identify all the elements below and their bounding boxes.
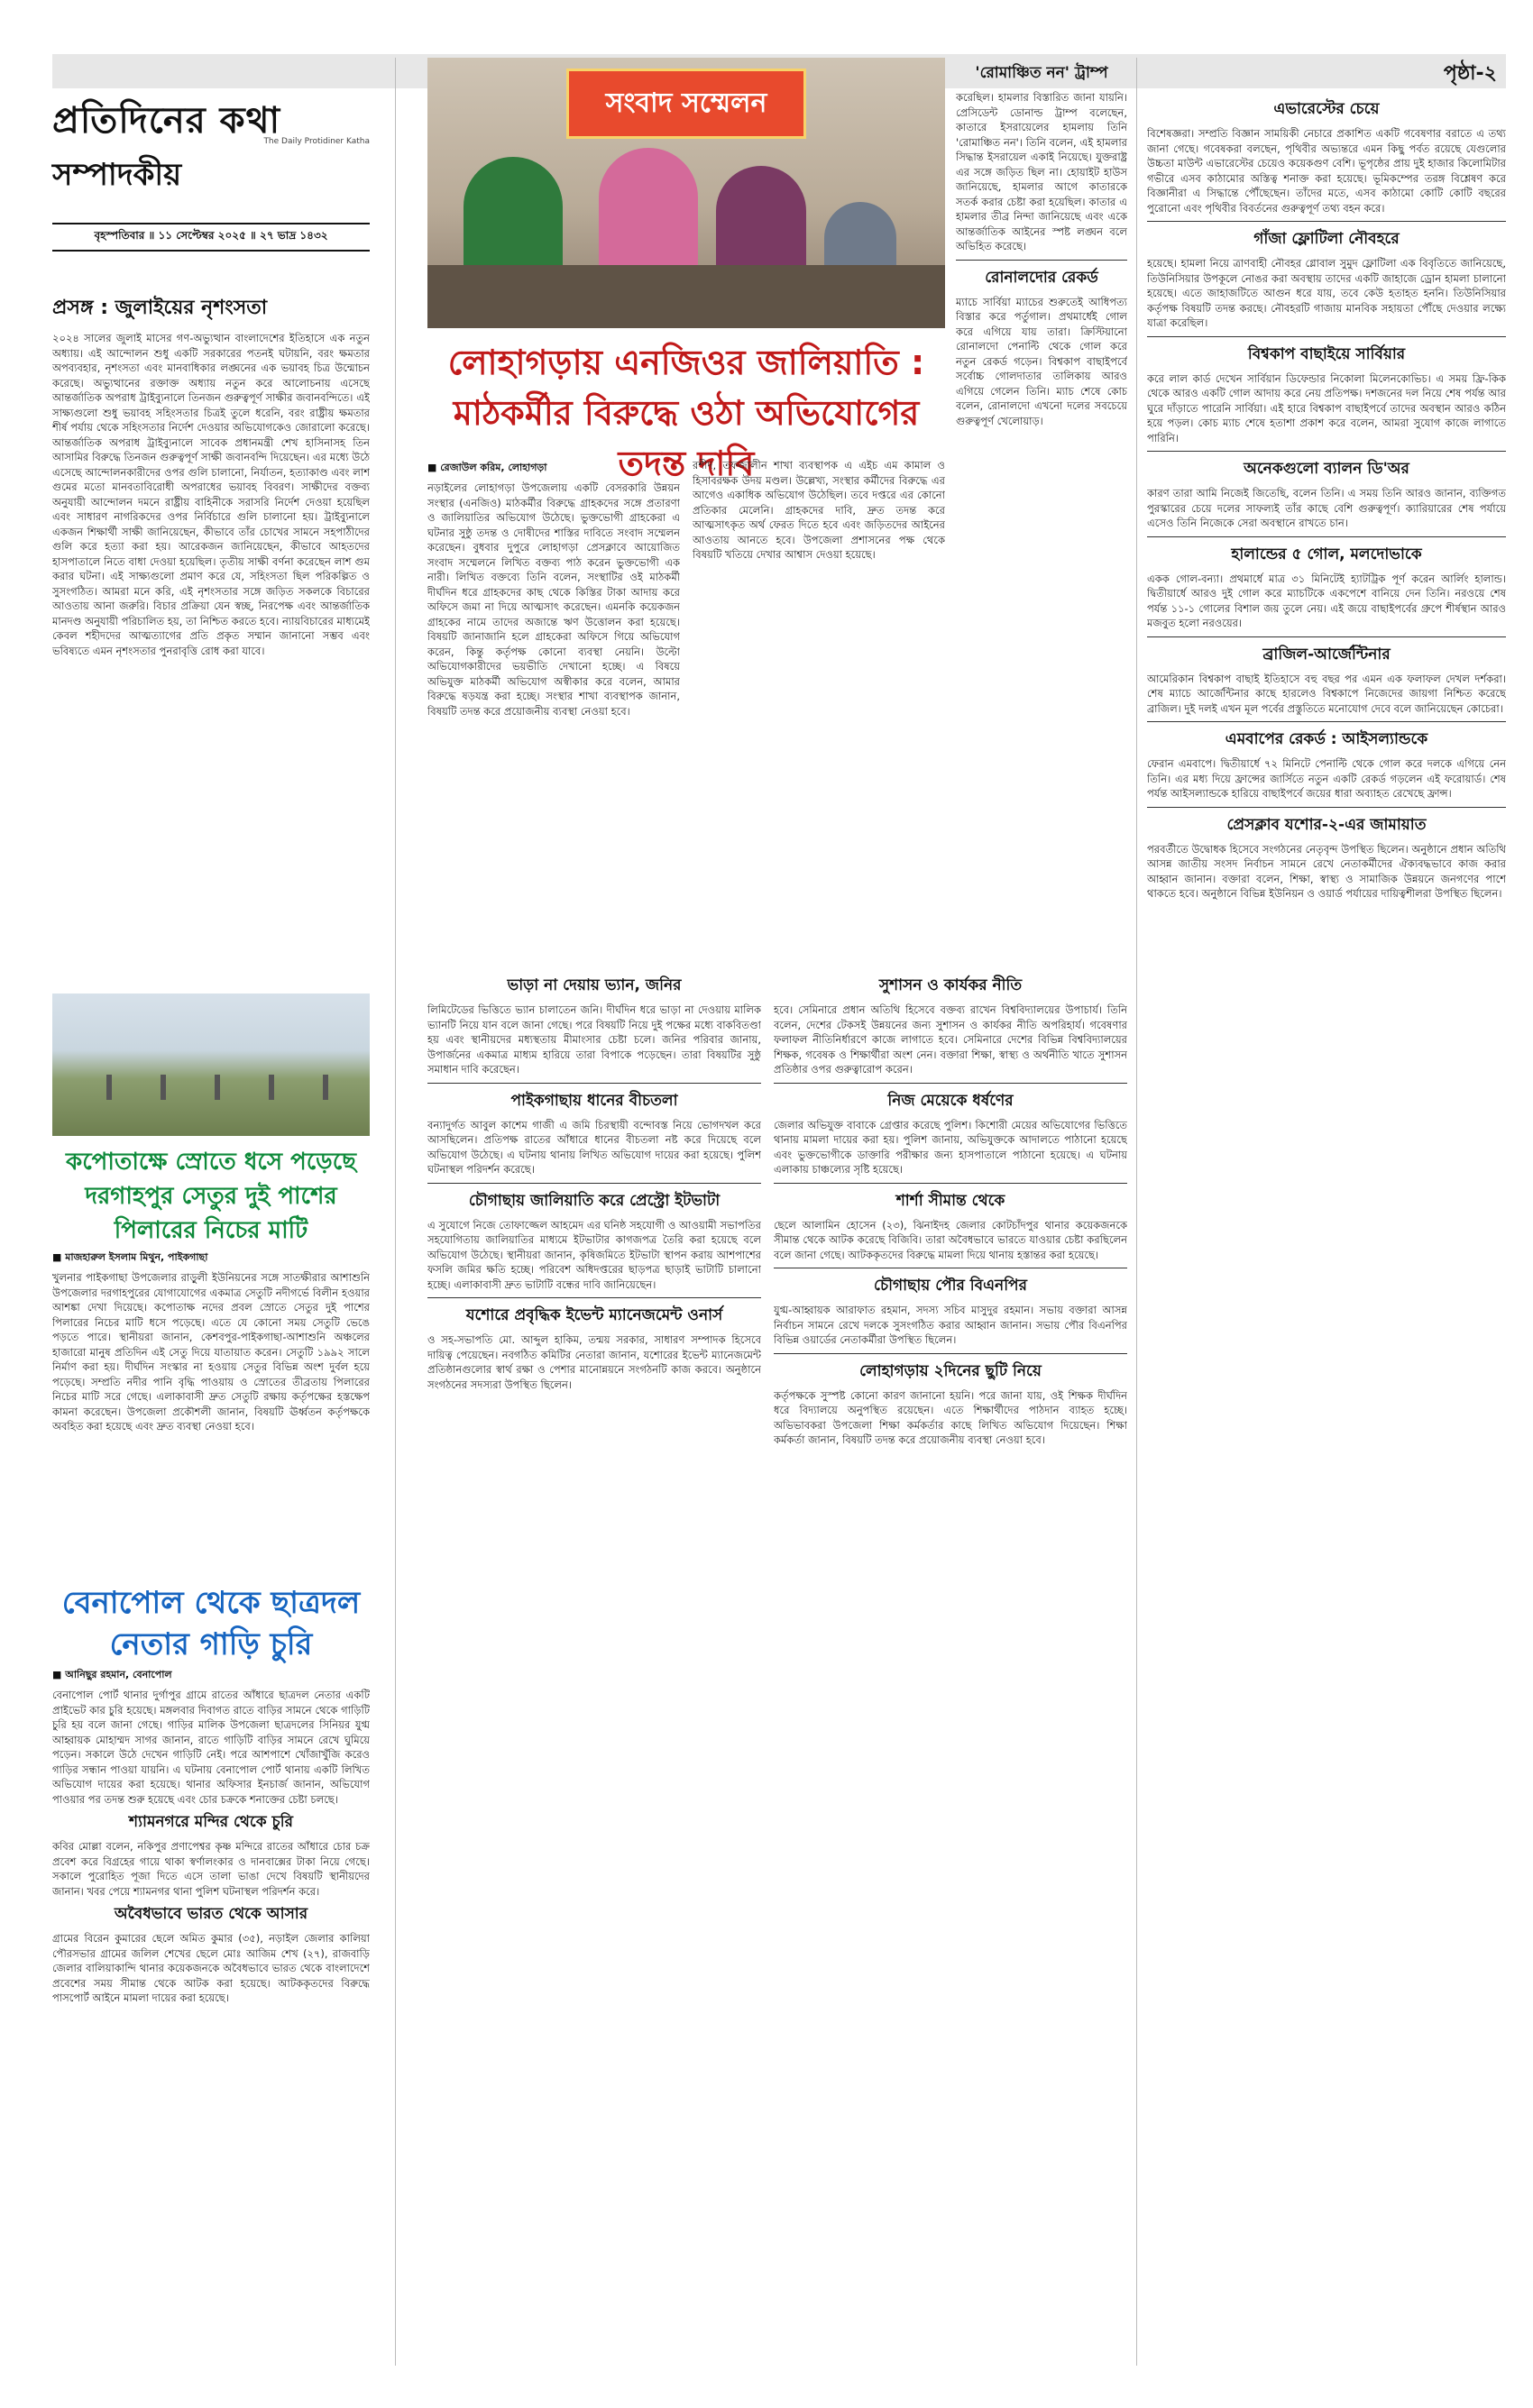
ganja-heading: গাঁজা ফ্লোটিলা নৌবহরে bbox=[1253, 230, 1400, 248]
chougachha-bnp-heading: চৌগাছায় পৌর বিএনপির bbox=[874, 1277, 1027, 1295]
kapotaksha-body: খুলনার পাইকগাছা উপজেলার রাড়ুলী ইউনিয়নের সঙ্গে সাতক্ষীরার আশাশুনি উপজেলার দরগাহপুরের যোগাযোগের একমাত্র সেতুটি নদীগর্ভে বিলীন হওয়ার আশঙ্কা দেখা দিয়েছে। কপোতাক্ষ নদের প্রবল স্রোতে সেতুর দুই পাশের পিলারের নিচের মাটি ধসে পড়েছে। এতে যে কোনো সময় সেতুটি ভেঙে পড়তে পারে। স্থানীয়রা জানান, কেশবপুর-পাইকগাছা-আশাশুনি অঞ্চলের হাজারো মানুষ প্রতিদিন এই সেতু দিয়ে যাতায়াত করেন। সেতুটি ১৯৯২ সালে নির্মাণ করা হয়। দীর্ঘদিন সংস্কার না হওয়ায় সেতুর বিভিন্ন অংশ দুর্বল হয়ে পড়েছে। সম্প্রতি নদীর পানি বৃদ্ধি পাওয়ায় ও স্রোতের তীব্রতায় পিলারের নিচের মাটি সরে গেছে। এলাকাবাসী দ্রুত সেতুটি রক্ষায় কর্তৃপক্ষের হস্তক্ষেপ কামনা করেছেন। উপজেলা প্রকৌশলী জানান, বিষয়টি ঊর্ধ্বতন কর্তৃপক্ষকে অবহিত করা হয়েছে এবং দ্রুত ব্যবস্থা নেওয়া হবে। bbox=[52, 1271, 370, 1433]
sharsha-body: ছেলে আলামিন হোসেন (২৩), ঝিনাইদহ জেলার কোটচাঁদপুর থানার কয়েকজনকে সীমান্ত থেকে আটক করেছে বিজিবি। তারা অবৈধভাবে ভারতে যাওয়ার চেষ্টা করছিলেন বলে জানা গেছে। আটককৃতদের বিরুদ্ধে মামলা দিয়ে থানায় হস্তান্তর করা হয়েছে। bbox=[774, 1218, 1127, 1261]
benapole-article bbox=[52, 1582, 370, 2376]
prostuti-heading: প্রেসক্লাব যশোর-২-এর জামায়াত bbox=[1226, 815, 1427, 834]
serbia-body: করে লাল কার্ড দেখেন সার্বিয়ান ডিফেন্ডার নিকোলা মিলেনকোভিচ। এ সময় ফ্রি-কিক থেকে আরও একটি গোল আদায় করে নেয় প্রতিপক্ষ। দশজনের দল নিয়ে শেষ পর্যন্ত আর ঘুরে দাঁড়াতে পারেনি সার্বিয়া। এই হারে বিশ্বকাপ বাছাইপর্বে তাদের অবস্থান আরও কঠিন হয়ে পড়ল। কোচ ম্যাচ শেষে হতাশা প্রকাশ করে বলেন, আমরা সুযোগ কাজে লাগাতে পারিনি। bbox=[1147, 371, 1506, 444]
press-conference-photo bbox=[427, 58, 945, 328]
lohagara-article bbox=[427, 458, 680, 963]
masthead-title: প্রতিদিনের কথা bbox=[52, 99, 281, 142]
bridge-photo bbox=[52, 993, 370, 1136]
brazil-body: আমেরিকান বিশ্বকাপ বাছাই ইতিহাসে বহু বছর পর এমন এক ফলাফল দেখল দর্শকরা। শেষ ম্যাচে আর্জেন্টিনার কাছে হারলেও বিশ্বকাপে নিজেদের জায়গা নিশ্চিত করেছে ব্রাজিল। দুই দলই এখন মূল পর্বের প্রস্তুতিতে মনোযোগ দেবে বলে জানিয়েছেন কোচেরা। bbox=[1147, 672, 1506, 715]
press-banner: সংবাদ সম্মেলন bbox=[566, 69, 806, 139]
bhara-body: লিমিটেডের ভিত্তিতে ভ্যান চালাতেন জনি। দীর্ঘদিন ধরে ভাড়া না দেওয়ায় মালিক ভ্যানটি নিয়ে যান বলে জানা গেছে। পরে বিষয়টি নিয়ে দুই পক্ষের মধ্যে বাকবিতণ্ডা হয় এবং স্থানীয়দের মধ্যস্থতায় মীমাংসার চেষ্টা চলে। জনির পরিবার জানায়, উপার্জনের একমাত্র মাধ্যম হারিয়ে তারা বিপাকে পড়েছেন। তারা বিষয়টির সুষ্ঠু সমাধান দাবি করেছেন। bbox=[427, 1003, 761, 1076]
lohagara-chhuti-body: কর্তৃপক্ষকে সুস্পষ্ট কোনো কারণ জানানো হয়নি। পরে জানা যায়, ওই শিক্ষক দীর্ঘদিন ধরে বিদ্যালয়ে অনুপস্থিত রয়েছেন। এতে শিক্ষার্থীদের পাঠদান ব্যাহত হচ্ছে। অভিভাবকরা উপজেলা শিক্ষা কর্মকর্তার কাছে লিখিত অভিযোগ দিয়েছেন। শিক্ষা কর্মকর্তা জানান, বিষয়টি তদন্ত করে প্রয়োজনীয় ব্যবস্থা নেওয়া হবে। bbox=[774, 1388, 1127, 1446]
middle-left-column bbox=[427, 970, 761, 2376]
kapotaksha-headline: কপোতাক্ষে স্রোতে ধসে পড়েছে দরগাহপুর সেতুর দুই পাশের পিলারের নিচের মাটি bbox=[66, 1149, 356, 1244]
editorial-heading: প্রসঙ্গ : জুলাইয়ের নৃশংসতা bbox=[52, 297, 268, 319]
jashore-heading: যশোরে প্রবৃদ্ধিক ইভেন্ট ম্যানেজমেন্ট ওনার্স bbox=[465, 1306, 723, 1324]
prostuti-body: পরবর্তীতে উদ্বোধক হিসেবে সংগঠনের নেতৃবৃন্দ উপস্থিত ছিলেন। অনুষ্ঠানে প্রধান অতিথি আসন্ন জাতীয় সংসদ নির্বাচন সামনে রেখে নেতাকর্মীদের ঐক্যবদ্ধভাবে কাজ করার আহ্বান জানান। বক্তারা বলেন, শিক্ষা, স্বাস্থ্য ও সামাজিক উন্নয়নে জনগণের পাশে থাকতে হবে। অনুষ্ঠানে বিভিন্ন ইউনিয়ন ও ওয়ার্ড পর্যায়ের দায়িত্বশীলরা উপস্থিত ছিলেন। bbox=[1147, 842, 1506, 900]
lohagara-headline: লোহাগড়ায় এনজিওর জালিয়াতি : মাঠকর্মীর বিরুদ্ধে ওঠা অভিযোগের তদন্ত দাবি bbox=[447, 343, 925, 483]
nij-heading: নিজ মেয়েকে ধর্ষণের bbox=[887, 1091, 1014, 1110]
ballon-body: কারণ তারা আমি নিজেই জিতেছি, বলেন তিনি। এ সময় তিনি আরও জানান, ব্যক্তিগত পুরস্কারের চেয়ে দলের সাফল্যই তাঁর কাছে বেশি গুরুত্বপূর্ণ। ক্যারিয়ারের শেষ পর্যায়ে এসেও তিনি নিজেকে সেরা অবস্থানে রাখতে চান। bbox=[1147, 487, 1506, 529]
benapole-sub2-heading: অবৈধভাবে ভারত থেকে আসার bbox=[114, 1905, 308, 1923]
lohagara-body: নড়াইলের লোহাগড়া উপজেলায় একটি বেসরকারি উন্নয়ন সংস্থার (এনজিও) মাঠকর্মীর বিরুদ্ধে গ্রাহকদের সঙ্গে প্রতারণা ও জালিয়াতির অভিযোগ উঠেছে। ভুক্তভোগী গ্রাহকেরা এ ঘটনার সুষ্ঠু তদন্ত ও দোষীদের শাস্তির দাবিতে সংবাদ সম্মেলন করেছেন। বুধবার দুপুরে লোহাগড়া প্রেসক্লাবে আয়োজিত সংবাদ সম্মেলনে লিখিত বক্তব্য পাঠ করেন ভুক্তভোগী এক নারী। লিখিত বক্তব্যে তিনি বলেন, সংস্থাটির ওই মাঠকর্মী দীর্ঘদিন ধরে গ্রাহকদের কাছ থেকে কিস্তির টাকা আদায় করে অফিসে জমা না দিয়ে আত্মসাৎ করেছেন। এমনকি কয়েকজন গ্রাহকের নামে তাদের অজান্তে ঋণ উত্তোলন করা হয়েছে। বিষয়টি জানাজানি হলে গ্রাহকেরা অফিসে গিয়ে অভিযোগ করেন, কিন্তু কর্তৃপক্ষ কোনো ব্যবস্থা নেয়নি। উল্টো অভিযোগকারীদের ভয়ভীতি দেখানো হচ্ছে। এ বিষয়ে অভিযুক্ত মাঠকর্মী অভিযোগ অস্বীকার করে বলেন, আমার বিরুদ্ধে ষড়যন্ত্র করা হচ্ছে। সংস্থার শাখা ব্যবস্থাপক জানান, বিষয়টি তদন্ত করে প্রয়োজনীয় ব্যবস্থা নেওয়া হবে। bbox=[427, 481, 680, 718]
mbappe-body: ফেরান এমবাপে। দ্বিতীয়ার্ধে ৭২ মিনিটে পেনাল্টি থেকে গোল করে দলকে এগিয়ে নেন তিনি। এর মধ্য দিয়ে ফ্রান্সের জার্সিতে নতুন একটি রেকর্ড গড়লেন এই ফরোয়ার্ড। শেষ পর্যন্ত আইসল্যান্ডকে হারিয়ে বাছাইপর্বে জয়ের ধারা অব্যাহত রেখেছে ফ্রান্স। bbox=[1147, 757, 1506, 800]
sharsha-heading: শার্শা সীমান্ত থেকে bbox=[895, 1191, 1005, 1210]
haaland-body: একক গোল-বন্যা। প্রথমার্ধে মাত্র ৩১ মিনিটেই হ্যাটট্রিক পূর্ণ করেন আর্লিং হালান্ড। দ্বিতীয়ার্ধে আরও দুই গোল করে ম্যাচটিকে একপেশে বানিয়ে দেন তিনি। নরওয়ে শেষ পর্যন্ত ১১-১ গোলের বিশাল জয় তুলে নেয়। এই জয়ে বাছাইপর্বের গ্রুপে শীর্ষস্থান আরও মজবুত হলো নরওয়ের। bbox=[1147, 572, 1506, 629]
paikgachha-heading: পাইকগাছায় ধানের বীচতলা bbox=[510, 1091, 678, 1110]
page-number: পৃষ্ঠা-২ bbox=[1443, 62, 1497, 85]
ronaldo-body: ম্যাচে সার্বিয়া ম্যাচের শুরুতেই আধিপত্য বিস্তার করে পর্তুগাল। প্রথমার্ধেই গোল করে এগিয়ে যায় তারা। ক্রিস্টিয়ানো রোনালদো পেনাল্টি থেকে গোল করে নতুন রেকর্ড গড়েন। বিশ্বকাপ বাছাইপর্বে সর্বোচ্চ গোলদাতার তালিকায় আরও এগিয়ে গেলেন তিনি। ম্যাচ শেষে কোচ বলেন, রোনালদো এখনো দলের সবচেয়ে গুরুত্বপূর্ণ খেলোয়াড়। bbox=[956, 295, 1127, 427]
nij-body: জেলার অভিযুক্ত বাবাকে গ্রেপ্তার করেছে পুলিশ। কিশোরী মেয়ের অভিযোগের ভিত্তিতে থানায় মামলা দায়ের করা হয়। পুলিশ জানায়, অভিযুক্তকে আদালতে পাঠানো হয়েছে এবং ভুক্তভোগীকে ডাক্তারি পরীক্ষার জন্য হাসপাতালে পাঠানো হয়েছে। এ ঘটনায় এলাকায় চাঞ্চল্যের সৃষ্টি হয়েছে। bbox=[774, 1118, 1127, 1176]
masthead bbox=[52, 101, 370, 272]
column-divider bbox=[395, 58, 396, 2366]
trump-body: করেছিল। হামলার বিস্তারিত জানা যায়নি। প্রেসিডেন্ট ডোনাল্ড ট্রাম্প বলেছেন, কাতারে ইসরায়েলের হামলায় তিনি 'রোমাঞ্চিত নন'। তিনি বলেন, এই হামলার সিদ্ধান্ত ইসরায়েল একাই নিয়েছে। যুক্তরাষ্ট্র এর সঙ্গে জড়িত ছিল না। হোয়াইট হাউস জানিয়েছে, হামলার আগে কাতারকে সতর্ক করার চেষ্টা করা হয়েছিল। কাতার এ হামলার তীব্র নিন্দা জানিয়েছে এবং একে আন্তর্জাতিক আইনের স্পষ্ট লঙ্ঘন বলে অভিহিত করেছে। bbox=[956, 91, 1127, 252]
trump-heading: 'রোমাঞ্চিত নন' ট্রাম্প bbox=[975, 64, 1108, 82]
benapole-headline: বেনাপোল থেকে ছাত্রদল নেতার গাড়ি চুরি bbox=[61, 1585, 361, 1662]
section-title: সম্পাদকীয় bbox=[52, 157, 182, 193]
brazil-heading: ব্রাজিল-আর্জেন্টিনার bbox=[1262, 645, 1391, 664]
editorial-body: ২০২৪ সালের জুলাই মাসের গণ-অভ্যুত্থান বাংলাদেশের ইতিহাসে এক নতুন অধ্যায়। এই আন্দোলন শুধু একটি সরকারের পতনই ঘটায়নি, বরং ক্ষমতার অপব্যবহার, নৃশংসতা এবং মানবাধিকার লঙ্ঘনের এক ভয়াবহ চিত্র উন্মোচন করেছে। অভ্যুত্থানের রক্তাক্ত অধ্যায় নতুন করে আলোচনায় এসেছে আন্তর্জাতিক অপরাধ ট্রাইব্যুনালে তিনজন গুরুত্বপূর্ণ সাক্ষীর জবানবন্দিতে। এই সাক্ষ্যগুলো শুধু ভয়াবহ সহিংসতার চিত্রই তুলে ধরেনি, বরং রাষ্ট্রীয় ক্ষমতার শীর্ষ পর্যায় থেকে সহিংসতার নির্দেশ দেওয়ার অভিযোগকেও জোরালো করেছে। আন্তর্জাতিক অপরাধ ট্রাইব্যুনালে সাবেক প্রধানমন্ত্রী শেখ হাসিনাসহ তিন আসামির বিরুদ্ধে তিনজন গুরুত্বপূর্ণ সাক্ষী জবানবন্দি দিয়েছেন। এর মধ্যে উঠে এসেছে আন্দোলনকারীদের ওপর গুলি চালানো, নির্যাতন, হত্যাকাণ্ড এবং লাশ গুমের মতো মানবতাবিরোধী অপরাধের ভয়াবহ বিবরণ। সাক্ষীদের বক্তব্য অনুযায়ী আন্দোলন দমনে রাষ্ট্রীয় বাহিনীকে সরাসরি নির্দেশ দেওয়া হয়েছিল এবং সাধারণ নাগরিকদের ওপর নির্বিচারে গুলি চালানো হয়। ট্রাইব্যুনালে একজন শিক্ষার্থী সাক্ষী জানিয়েছেন, কীভাবে তাঁর চোখের সামনে সহপাঠীদের গুলি করে হত্যা করা হয়। আরেকজন জানিয়েছেন, কীভাবে আহতদের হাসপাতালে নিতে বাধা দেওয়া হয়েছিল। তৃতীয় সাক্ষী বর্ণনা করেছেন লাশ গুম করার ঘটনা। এই সাক্ষ্যগুলো প্রমাণ করে যে, সহিংসতা ছিল পরিকল্পিত ও সুসংগঠিত। আমরা মনে করি, এই নৃশংসতার সঙ্গে জড়িত সকলকে বিচারের আওতায় আনা জরুরি। বিচার প্রক্রিয়া যেন স্বচ্ছ, নিরপেক্ষ এবং আন্তর্জাতিক মানদণ্ড অনুযায়ী পরিচালিত হয়, তা নিশ্চিত করতে হবে। ন্যায়বিচারের মাধ্যমেই কেবল শহীদদের আত্মত্যাগের প্রতি প্রকৃত সম্মান জানানো সম্ভব এবং ভবিষ্যতে এমন নৃশংসতার পুনরাবৃত্তি রোধ করা যাবে। bbox=[52, 332, 370, 657]
masthead-subtitle: The Daily Protidiner Katha bbox=[263, 137, 370, 146]
sushason-heading: সুশাসন ও কার্যকর নীতি bbox=[878, 976, 1023, 994]
right-column bbox=[1147, 94, 1506, 2375]
sushason-body: হবে। সেমিনারে প্রধান অতিথি হিসেবে বক্তব্য রাখেন বিশ্ববিদ্যালয়ের উপাচার্য। তিনি বলেন, দেশের টেকসই উন্নয়নের জন্য সুশাসন ও কার্যকর নীতি অপরিহার্য। গবেষণার ফলাফল নীতিনির্ধারণে কাজে লাগাতে হবে। সেমিনারে দেশের বিভিন্ন বিশ্ববিদ্যালয়ের শিক্ষক, গবেষক ও শিক্ষার্থীরা অংশ নেন। বক্তারা শিক্ষা, স্বাস্থ্য ও অর্থনীতি খাতে সুশাসন প্রতিষ্ঠার ওপর গুরুত্বারোপ করেন। bbox=[774, 1003, 1127, 1076]
chougachha-bnp-body: যুগ্ম-আহ্বায়ক আরাফাত রহমান, সদস্য সচিব মাসুদুর রহমান। সভায় বক্তারা আসন্ন নির্বাচন সামনে রেখে দলকে সুসংগঠিত করার আহ্বান জানান। সভায় পৌর বিএনপির বিভিন্ন ওয়ার্ডের নেতাকর্মীরা উপস্থিত ছিলেন। bbox=[774, 1304, 1127, 1346]
lohagara-article-continued bbox=[693, 458, 945, 963]
benapole-byline: ■ আনিছুর রহমান, বেনাপোল bbox=[52, 1669, 172, 1680]
paikgachha-body: বন্যাদুর্গত আবুল কাশেম গাজী এ জমি চিরস্থায়ী বন্দোবস্ত নিয়ে ভোগদখল করে আসছিলেন। প্রতিপক্ষ রাতের আঁধারে ধানের বীচতলা নষ্ট করে দিয়েছে বলে অভিযোগ উঠেছে। এ ঘটনায় থানায় লিখিত অভিযোগ দায়ের করা হয়েছে। পুলিশ ঘটনাস্থল পরিদর্শন করেছে। bbox=[427, 1118, 761, 1176]
benapole-sub1-heading: শ্যামনগরে মন্দির থেকে চুরি bbox=[129, 1813, 293, 1831]
haaland-heading: হালান্ডের ৫ গোল, মলদোভাকে bbox=[1231, 545, 1422, 563]
mbappe-heading: এমবাপের রেকর্ড : আইসল্যান্ডকে bbox=[1225, 730, 1428, 748]
date-line: বৃহস্পতিবার ॥ ১১ সেপ্টেম্বর ২০২৫ ॥ ২৭ ভাদ্র ১৪৩২ bbox=[52, 223, 370, 252]
ronaldo-heading: রোনালদোর রেকর্ড bbox=[985, 268, 1098, 287]
ganja-body: হয়েছে। হামলা নিয়ে ত্রাণবাহী নৌবহর গ্লোবাল সুমুদ ফ্লোটিলা এক বিবৃতিতে জানিয়েছে, তিউনিসিয়ার উপকূলে নোঙর করা অবস্থায় তাদের একটি জাহাজে ড্রোন হামলা চালানো হয়েছে। এতে জাহাজটিতে আগুন ধরে যায়, তবে কেউ হতাহত হননি। তিউনিসিয়ার কর্তৃপক্ষ বিষয়টি তদন্ত করছে। নৌবহরটি গাজায় মানবিক সহায়তা পৌঁছে দেওয়ার লক্ষ্যে যাত্রা করেছিল। bbox=[1147, 257, 1506, 329]
ballon-heading: অনেকগুলো ব্যালন ডি'অর bbox=[1244, 460, 1409, 478]
kapotaksha-byline: ■ মাজহারুল ইসলাম মিথুন, পাইকগাছা bbox=[52, 1251, 208, 1263]
lohagara-body-continued: রশীদ, তফজালীন শাখা ব্যবস্থাপক এ এইচ এম কামাল ও হিসাবরক্ষক উদয় মণ্ডল। উল্লেখ্য, সংস্থার কর্মীদের বিরুদ্ধে এর আগেও একাধিক অভিযোগ উঠেছিল। তবে দপ্তরে এর কোনো প্রতিকার মেলেনি। গ্রাহকদের দাবি, দ্রুত তদন্ত করে আত্মসাৎকৃত অর্থ ফেরত দিতে হবে এবং জড়িতদের আইনের আওতায় আনতে হবে। উপজেলা প্রশাসনের পক্ষ থেকে বিষয়টি খতিয়ে দেখার আশ্বাস দেওয়া হয়েছে। bbox=[693, 459, 945, 561]
middle-right-column bbox=[956, 58, 1127, 959]
serbia-heading: বিশ্বকাপ বাছাইয়ে সার্বিয়ার bbox=[1247, 344, 1406, 363]
lohagara-chhuti-heading: লোহাগড়ায় ২দিনের ছুটি নিয়ে bbox=[859, 1361, 1042, 1380]
benapole-sub2-body: গ্রামের বিরেন কুমারের ছেলে অমিত কুমার (৩৫), নড়াইল জেলার কালিয়া পৌরসভার গ্রামের জলিল শেখের ছেলে মোঃ আজিম শেখ (২৭), রাজবাড়ি জেলার বালিয়াকান্দি থানার কয়েকজনকে অবৈধভাবে ভারত থেকে বাংলাদেশে প্রবেশের সময় সীমান্ত থেকে আটক করা হয়েছে। আটককৃতদের বিরুদ্ধে পাসপোর্ট আইনে মামলা দায়ের করা হয়েছে। bbox=[52, 1932, 370, 2004]
benapole-sub1-body: কবির মোল্লা বলেন, নকিপুর প্রণাপেশ্বর কৃষ্ণ মন্দিরে রাতের আঁধারে চোর চক্র প্রবেশ করে বিগ্রহের গায়ে থাকা স্বর্ণালংকার ও দানবাক্সের টাকা নিয়ে গেছে। সকালে পুরোহিত পূজা দিতে এসে তালা ভাঙা দেখে বিষয়টি স্থানীয়দের জানান। খবর পেয়ে শ্যামনগর থানা পুলিশ ঘটনাস্থল পরিদর্শন করে। bbox=[52, 1840, 370, 1898]
jashore-body: ও সহ-সভাপতি মো. আব্দুল হাকিম, তন্ময় সরকার, সাধারণ সম্পাদক হিসেবে দায়িত্ব পেয়েছেন। নবগঠিত কমিটির নেতারা জানান, যশোরের ইভেন্ট ম্যানেজমেন্ট প্রতিষ্ঠানগুলোর স্বার্থ রক্ষা ও পেশার মানোন্নয়নে সংগঠনটি কাজ করবে। অনুষ্ঠানে সংগঠনের সদস্যরা উপস্থিত ছিলেন। bbox=[427, 1333, 761, 1391]
everest-heading: এভারেস্টের চেয়ে bbox=[1273, 100, 1380, 118]
lower-middle-right-column bbox=[774, 970, 1127, 2376]
everest-body: বিশেষজ্ঞরা। সম্প্রতি বিজ্ঞান সাময়িকী নেচারে প্রকাশিত একটি গবেষণার বরাতে এ তথ্য জানা গেছে। গবেষকরা বলছেন, পৃথিবীর অভ্যন্তরে এমন কিছু পর্বত রয়েছে যেগুলোর উচ্চতা মাউন্ট এভারেস্টের চেয়েও কয়েকগুণ বেশি। ভূপৃষ্ঠের প্রায় দুই হাজার কিলোমিটার গভীরে এসব কাঠামোর অস্তিত্ব শনাক্ত করা হয়েছে। ভূমিকম্পের তরঙ্গ বিশ্লেষণ করে বিজ্ঞানীরা এ সিদ্ধান্তে পৌঁছেছেন। তাঁদের মতে, এসব কাঠামো কোটি কোটি বছরের পুরোনো এবং পৃথিবীর বিবর্তনের গুরুত্বপূর্ণ তথ্য বহন করে। bbox=[1147, 127, 1506, 215]
kapotaksha-article bbox=[52, 1145, 370, 1578]
column-divider bbox=[1136, 58, 1137, 2366]
bhara-heading: ভাড়া না দেয়ায় ভ্যান, জনির bbox=[507, 976, 682, 994]
lohagara-byline: ■ রেজাউল করিম, লোহাগড়া bbox=[427, 462, 547, 473]
chougachha-heading: চৌগাছায় জালিয়াতি করে প্রেস্ট্রো ইটভাটা bbox=[468, 1191, 721, 1210]
editorial-article bbox=[52, 287, 370, 981]
chougachha-body: এ সুযোগে নিজে তোফাজ্জেল আহমেদ এর ঘনিষ্ঠ সহযোগী ও আওয়ামী সভাপতির সহযোগিতায় জালিয়াতির মাধ্যমে ইটভাটার কাগজপত্র তৈরি করা হয়েছে বলে অভিযোগ উঠেছে। স্থানীয়রা জানান, কৃষিজমিতে ইটভাটা স্থাপন করায় আশপাশের ফসলি জমির ক্ষতি হচ্ছে। পরিবেশ অধিদপ্তরের ছাড়পত্র ছাড়াই ভাটাটি চালানো হচ্ছে। এলাকাবাসী দ্রুত ভাটাটি বন্ধের দাবি জানিয়েছেন। bbox=[427, 1218, 761, 1291]
benapole-body: বেনাপোল পোর্ট থানার দুর্গাপুর গ্রামে রাতের আঁধারে ছাত্রদল নেতার একটি প্রাইভেট কার চুরি হয়েছে। মঙ্গলবার দিবাগত রাতে বাড়ির সামনে থেকে গাড়িটি চুরি হয় বলে জানা গেছে। গাড়ির মালিক উপজেলা ছাত্রদলের সিনিয়র যুগ্ম আহ্বায়ক মোহাম্মদ সাগর জানান, রাতে গাড়িটি বাড়ির সামনে রেখে ঘুমিয়ে পড়েন। সকালে উঠে দেখেন গাড়িটি নেই। পরে আশপাশে খোঁজাখুঁজি করেও গাড়ির সন্ধান পাওয়া যায়নি। এ ঘটনায় বেনাপোল পোর্ট থানায় একটি লিখিত অভিযোগ দায়ের করা হয়েছে। থানার অফিসার ইনচার্জ জানান, অভিযোগ পাওয়ার পর তদন্ত শুরু হয়েছে এবং চোর চক্রকে শনাক্তের চেষ্টা চলছে। bbox=[52, 1689, 370, 1806]
